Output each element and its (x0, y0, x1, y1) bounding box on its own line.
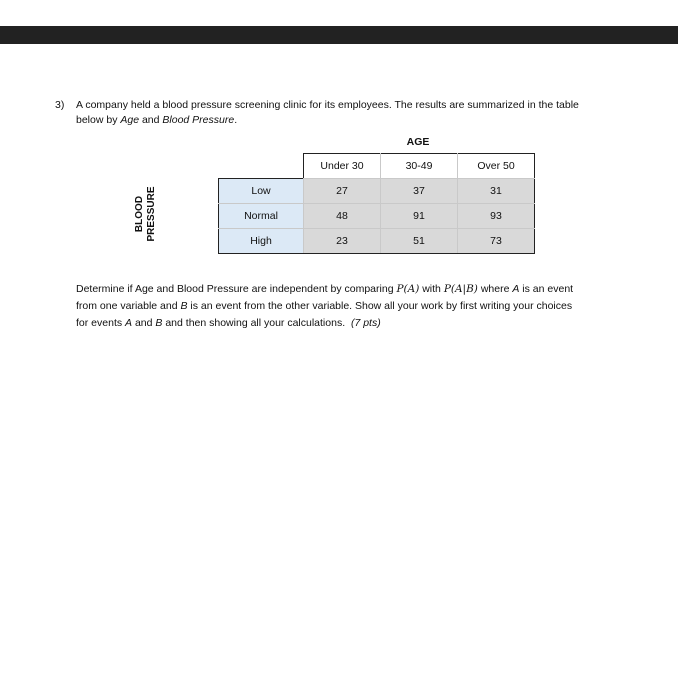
blood-pressure-row-group-label (134, 168, 162, 260)
age-column-group-label: AGE (406, 136, 430, 148)
cell-normal-over-50: 93 (458, 204, 535, 229)
cell-low-under-30: 27 (304, 179, 381, 204)
column-header-over-50: Over 50 (458, 154, 535, 179)
row-label-normal: Normal (219, 204, 304, 229)
row-label-low: Low (219, 179, 304, 204)
question-line-2-end: . (234, 114, 238, 126)
cell-high-over-50: 73 (458, 229, 535, 254)
instructions-paragraph (76, 281, 616, 332)
prob-a: P(A) (396, 283, 420, 295)
table-corner (219, 154, 304, 179)
instr-text-8: and (132, 317, 156, 329)
row-label-high: High (219, 229, 304, 254)
column-header-30-49: 30-49 (381, 154, 458, 179)
question-line-1: A company held a blood pressure screening clinic for its employees. The results are summarized in the table (76, 99, 579, 111)
points-value: (7 pts) (350, 317, 381, 329)
instr-text-4: is an event (519, 283, 574, 295)
instr-text-1: Determine if Age and Blood Pressure are independent by comparing (76, 283, 397, 295)
cell-high-30-49: 51 (381, 229, 458, 254)
instr-text-5: from one variable and (76, 300, 181, 312)
question-text (76, 98, 625, 128)
and-word: and (139, 114, 163, 126)
bp-label-line-1: BLOOD (134, 195, 145, 233)
table-row (219, 179, 535, 204)
contingency-table (218, 153, 535, 254)
instr-text-7: for events (76, 317, 126, 329)
column-header-under-30: Under 30 (304, 154, 381, 179)
table-row (219, 204, 535, 229)
bp-label-line-2: PRESSURE (146, 186, 157, 242)
blood-pressure-variable: Blood Pressure (162, 114, 235, 126)
instr-text-6: is an event from the other variable. Show all your work by first writing your choices (187, 300, 573, 312)
table-row (219, 229, 535, 254)
event-b-2: B (155, 317, 163, 329)
instr-text-3: where (477, 283, 513, 295)
event-a: A (512, 283, 520, 295)
question-prompt (55, 98, 625, 128)
cell-high-under-30: 23 (304, 229, 381, 254)
event-a-2: A (125, 317, 133, 329)
instr-text-2: with (419, 283, 444, 295)
question-line-2-start: below by (76, 114, 121, 126)
instr-text-9: and then showing all your calculations. (162, 317, 346, 329)
cell-low-over-50: 31 (458, 179, 535, 204)
cell-normal-30-49: 91 (381, 204, 458, 229)
header-row (219, 154, 535, 179)
cell-low-30-49: 37 (381, 179, 458, 204)
cell-normal-under-30: 48 (304, 204, 381, 229)
age-variable: Age (120, 114, 140, 126)
top-header-bar (0, 26, 678, 44)
question-number: 3) (55, 99, 65, 111)
event-b: B (180, 300, 188, 312)
prob-a-given-b: P(A|B) (443, 283, 478, 295)
